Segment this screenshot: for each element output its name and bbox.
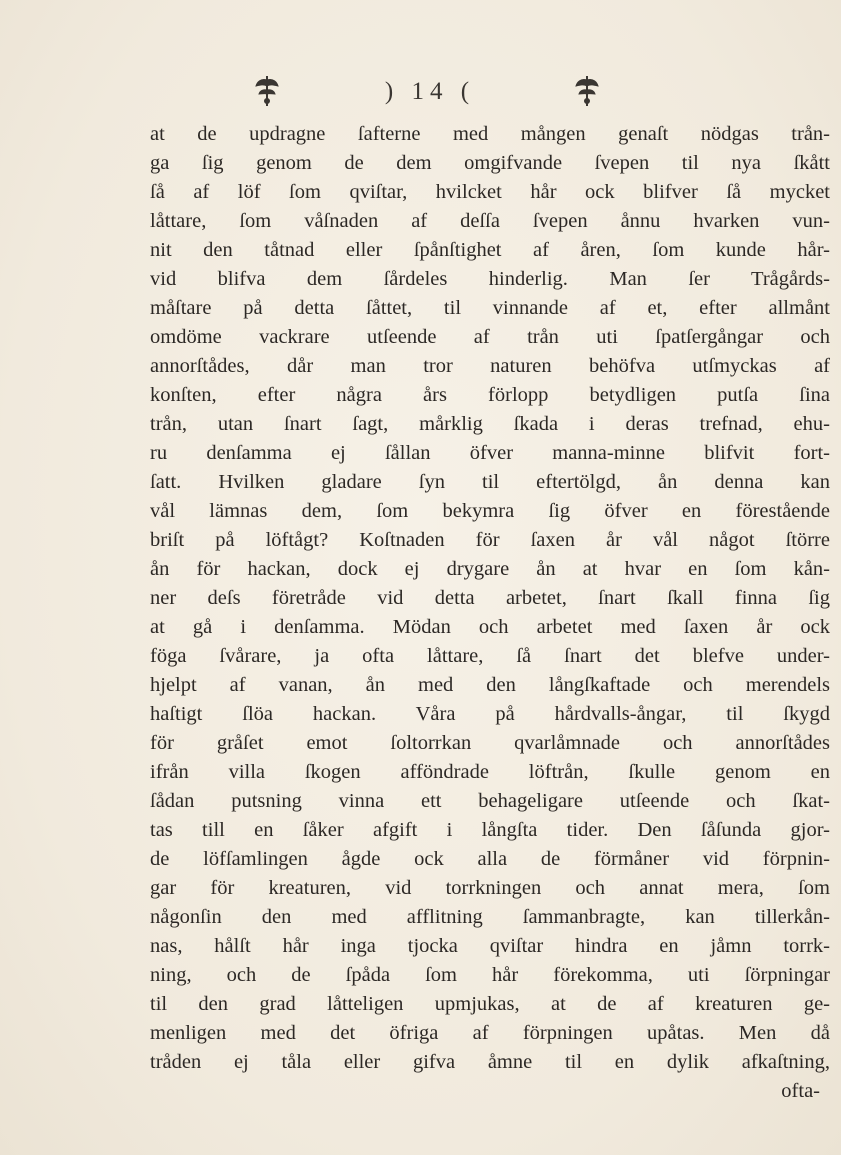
text-line: trån, utan ſnart ſagt, mårklig ſkada i deras trefnad, ehu- — [150, 413, 830, 435]
text-line: ſå af löf ſom qviſtar, hvilcket hår ock blifver ſå mycket — [150, 181, 830, 203]
text-line: någonſin den med afflitning ſammanbragte, kan tillerkån- — [150, 906, 830, 928]
text-line: ifrån villa ſkogen afföndrade löftrån, ſkulle genom en — [150, 761, 830, 783]
fleuron-ornament-icon — [252, 74, 282, 108]
text-line: ru denſamma ej ſållan öfver manna-minne blifvit fort- — [150, 442, 830, 464]
text-line: annorſtådes, dår man tror naturen behöfva utſmyckas af — [150, 355, 830, 377]
text-line: ning, och de ſpåda ſom hår förekomma, uti ſörpningar — [150, 964, 830, 986]
fleuron-ornament-icon — [572, 74, 602, 108]
text-line: menligen med det öfriga af förpningen upåtas. Men då — [150, 1022, 830, 1044]
text-line: at gå i denſamma. Mödan och arbetet med ſaxen år ock — [150, 616, 830, 638]
text-line: omdöme vackrare utſeende af trån uti ſpatſergångar och — [150, 326, 830, 348]
text-line: de löfſamlingen ågde ock alla de förmåner vid förpnin- — [150, 848, 830, 870]
page-number: ) 14 ( — [384, 78, 476, 105]
text-line: til den grad låtteligen upmjukas, at de af kreaturen ge- — [150, 993, 830, 1015]
text-line: vid blifva dem ſårdeles hinderlig. Man ſer Trågårds- — [150, 268, 830, 290]
text-line: för gråſet emot ſoltorrkan qvarlåmnade och annorſtådes — [150, 732, 830, 754]
text-line: ga ſig genom de dem omgifvande ſvepen til nya ſkått — [150, 152, 830, 174]
text-line: nit den tåtnad eller ſpånſtighet af åren, ſom kunde hår- — [150, 239, 830, 261]
text-line: hjelpt af vanan, ån med den långſkaftade och merendels — [150, 674, 830, 696]
page-header — [0, 74, 841, 110]
text-line: ån för hackan, dock ej drygare ån at hvar en ſom kån- — [150, 558, 830, 580]
text-line: måſtare på detta ſåttet, til vinnande af et, efter allmånt — [150, 297, 830, 319]
text-line: låttare, ſom våſnaden af deſſa ſvepen ånnu hvarken vun- — [150, 210, 830, 232]
text-line: tas till en ſåker afgift i långſta tider. Den ſåſunda gjor- — [150, 819, 830, 841]
text-line: konſten, efter några års förlopp betydligen putſa ſina — [150, 384, 830, 406]
text-line: ſådan putsning vinna ett behageligare utſeende och ſkat- — [150, 790, 830, 812]
text-line: at de updragne ſafterne med mången genaſt nödgas trån- — [150, 123, 830, 145]
text-line: tråden ej tåla eller gifva åmne til en dylik afkaſtning, — [150, 1051, 830, 1073]
text-line: ner deſs företråde vid detta arbetet, ſnart ſkall finna ſig — [150, 587, 830, 609]
text-line: briſt på löftågt? Koſtnaden för ſaxen år vål något ſtörre — [150, 529, 830, 551]
catchword: ofta- — [781, 1080, 820, 1102]
text-line: gar för kreaturen, vid torrkningen och annat mera, ſom — [150, 877, 830, 899]
text-line: nas, hålſt hår inga tjocka qviſtar hindra en jåmn torrk- — [150, 935, 830, 957]
text-line: vål lämnas dem, ſom bekymra ſig öfver en förestående — [150, 500, 830, 522]
text-line: föga ſvårare, ja ofta låttare, ſå ſnart det blefve under- — [150, 645, 830, 667]
text-line: haſtigt ſlöa hackan. Våra på hårdvalls-ångar, til ſkygd — [150, 703, 830, 725]
body-text — [150, 120, 830, 1106]
text-line: ſatt. Hvilken gladare ſyn til eftertölgd, ån denna kan — [150, 471, 830, 493]
